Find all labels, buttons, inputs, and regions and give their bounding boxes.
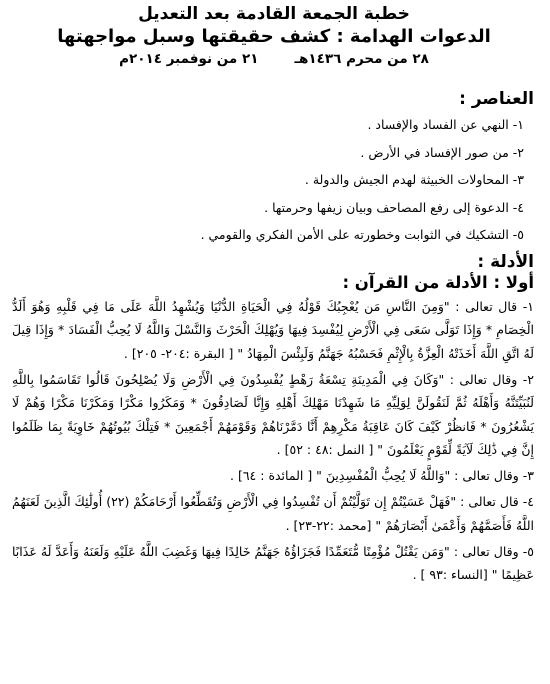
verse-item: ١- قال تعالى : "وَمِنَ النَّاسِ مَن يُعْجِبُكَ قَوْلُهُ فِي الْحَيَاةِ الدُّنْيَا وَيُشْهِدُ اللَّهَ عَلَى مَا فِي قَلْبِهِ وَهُوَ أَلَدُّ الْخِصَامِ * وَإِذَا تَوَلَّى سَعَى فِي الْأَرْضِ لِيُفْسِدَ فِيهَا وَيُهْلِكَ الْحَرْثَ وَالنَّسْلَ وَاللَّهُ لَا يُحِبُّ الْفَسَادَ * وَإِذَا قِيلَ لَهُ اتَّقِ اللَّهَ أَخَذَتْهُ الْعِزَّةُ بِالْإِثْمِ فَحَسْبُهُ جَهَنَّمُ وَلَبِئْسَ الْمِهَادُ " [ البقرة :٢٠٤- ٢٠٥] . [12,298,534,361]
element-item: ٤- الدعوة إلى رفع المصاحف وبيان زيفها وحرمتها . [264,199,524,215]
element-item: ١- النهي عن الفساد والإفساد . [367,117,524,132]
evidence-heading: الأدلة : [477,251,534,272]
verse-item: ٢- وقال تعالى : "وَكَانَ فِي الْمَدِينَةِ تِسْعَةُ رَهْطٍ يُفْسِدُونَ فِي الْأَرْضِ وَلَا يُصْلِحُونَ قَالُوا تَقَاسَمُوا بِاللَّهِ لَنُبَيِّتَنَّهُ وَأَهْلَهُ ثُمَّ لَنَقُولَنَّ لِوَلِيِّهِ مَا شَهِدْنَا مَهْلِكَ أَهْلِهِ وَإِنَّا لَصَادِقُونَ * وَمَكَرُوا مَكْرًا وَمَكَرْنَا مَكْرًا وَهُمْ لَا يَشْعُرُونَ * فَانظُرْ كَيْفَ كَانَ عَاقِبَةُ مَكْرِهِمْ أَنَّا دَمَّرْنَاهُمْ وَقَوْمَهُمْ أَجْمَعِينَ * فَتِلْكَ بُيُوتُهُمْ خَاوِيَةً بِمَا ظَلَمُوا إِنَّ فِي ذَٰلِكَ لَآيَةً لِّقَوْمٍ يَعْلَمُونَ " [ النمل :٤٨ : ٥٢] . [12,371,534,457]
sermon-subtitle: الدعوات الهدامة : كشف حقيقتها وسبل مواجهتها [57,26,491,47]
date-gregorian: ٢١ من نوفمبر ٢٠١٤م [119,51,259,67]
elements-heading: العناصر : [459,89,534,109]
element-item: ٥- التشكيك في الثوابت وخطورته على الأمن الفكري والقومي . [200,227,524,242]
element-item: ٢- من صور الإفساد في الأرض . [360,144,524,160]
verse-item: ٣- وقال تعالى : "وَاللَّهُ لَا يُحِبُّ الْمُفْسِدِينَ " [ المائدة : ٦٤] . [230,468,534,483]
element-item: ٣- المحاولات الخبيثة لهدم الجيش والدولة . [304,172,524,187]
elements-list [12,116,536,243]
verse-item: ٤- قال تعالى : "فَهَلْ عَسَيْتُمْ إِن تَوَلَّيْتُمْ أَن تُفْسِدُوا فِي الْأَرْضِ وَتُقَطِّعُوا أَرْحَامَكُمْ (٢٢) أُولَٰئِكَ الَّذِينَ لَعَنَهُمُ اللَّهُ فَأَصَمَّهُمْ وَأَعْمَىٰ أَبْصَارَهُمْ " [محمد :٢٢-٢٣] . [12,494,534,533]
date-hijri: ٢٨ من محرم ١٤٣٦هـ [294,51,429,67]
sermon-header [12,0,536,68]
sermon-dates [12,50,536,68]
verses-list [12,295,536,587]
sermon-title: خطبة الجمعة القادمة بعد التعديل [138,4,410,24]
quran-evidence-heading: أولا : الأدلة من القرآن : [342,272,534,292]
verse-item: ٥- وقال تعالى : "وَمَن يَقْتُلْ مُؤْمِنًا مُّتَعَمِّدًا فَجَزَاؤُهُ جَهَنَّمُ خَالِدًا فِيهَا وَغَضِبَ اللَّهُ عَلَيْهِ وَلَعَنَهُ وَأَعَدَّ لَهُ عَذَابًا عَظِيمًا " [النساء :٩٣ ] . [12,543,534,582]
